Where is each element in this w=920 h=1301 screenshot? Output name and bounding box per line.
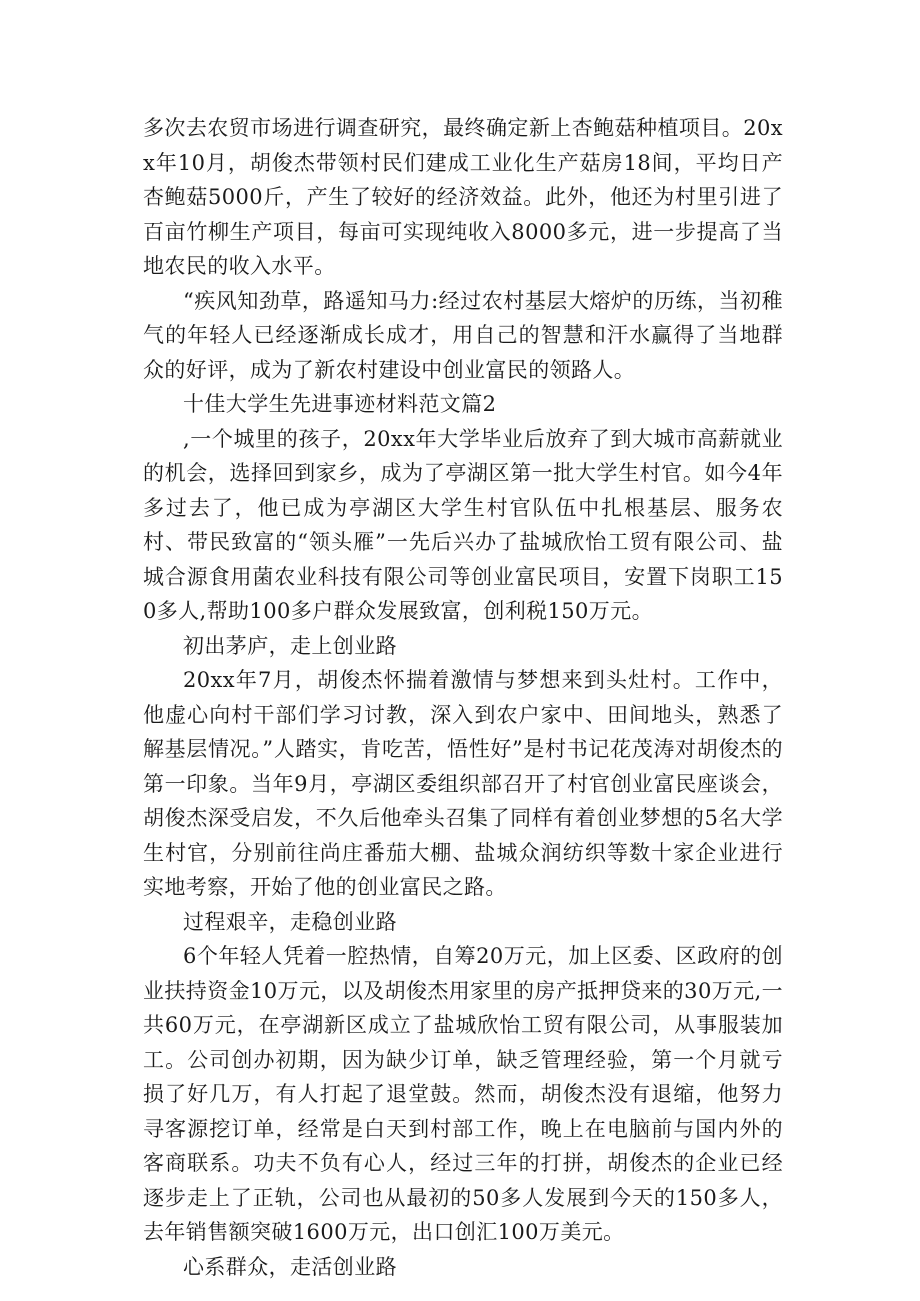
paragraph-introduction: ,一个城里的孩子，20xx年大学毕业后放弃了到大城市高薪就业的机会，选择回到家乡，成为了亭湖区第一批大学生村官。如今4年多过去了，他已成为亭湖区大学生村官队伍中扎根基层、服务农村、带民致富的“领头雁”一先后兴办了盐城欣怡工贸有限公司、盐城合源食用菌农业科技有限公司等创业富民项目，安置下岗职工150多人,帮助100多户群众发展致富，创利税150万元。 [143, 426, 783, 623]
subheading-care-for-people: 心系群众，走活创业路 [183, 1254, 397, 1279]
paragraph-hard-process: 6个年轻人凭着一腔热情，自筹20万元，加上区委、区政府的创业扶持资金10万元，以及胡俊杰用家里的房产抵押贷来的30万元,一共60万元，在亭湖新区成立了盐城欣怡工贸有限公司，从事服装加工。公司创办初期，因为缺少订单，缺乏管理经验，第一个月就亏损了好几万，有人打起了退堂鼓。然而，胡俊杰没有退缩，他努力寻客源挖订单，经常是白天到村部工作，晚上在电脑前与国内外的客商联系。功夫不负有心人，经过三年的打拼，胡俊杰的企业已经逐步走上了正轨，公司也从最初的50多人发展到今天的150多人，去年销售额突破1600万元，出口创汇100万美元。 [143, 944, 783, 1244]
subheading-hard-process: 过程艰辛，走稳创业路 [183, 909, 397, 934]
section-title-article-2: 十佳大学生先进事迹材料范文篇2 [183, 392, 497, 416]
subheading-first-steps: 初出茅庐，走上创业路 [183, 633, 397, 658]
paragraph-mushroom-project: 多次去农贸市场进行调查研究，最终确定新上杏鲍菇种植项目。20xx年10月，胡俊杰带领村民们建成工业化生产菇房18间，平均日产杏鲍菇5000斤，产生了较好的经济效益。此外，他还为村里引进了百亩竹柳生产项目，每亩可实现纯收入8000多元，进一步提高了当地农民的收入水平。 [143, 116, 783, 278]
paragraph-first-steps: 20xx年7月，胡俊杰怀揣着激情与梦想来到头灶村。工作中，他虚心向村干部们学习讨教，深入到农户家中、田间地头，熟悉了解基层情况。”人踏实，肯吃苦，悟性好”是村书记花茂涛对胡俊杰的第一印象。当年9月，亭湖区委组织部召开了村官创业富民座谈会，胡俊杰深受启发，不久后他牵头召集了同样有着创业梦想的5名大学生村官，分别前往尚庄番茄大棚、盐城众润纺织等数十家企业进行实地考察，开始了他的创业富民之路。 [143, 668, 783, 899]
paragraph-proverb: “疾风知劲草，路遥知马力:经过农村基层大熔炉的历练，当初稚气的年轻人已经逐渐成长成才，用自己的智慧和汗水赢得了当地群众的好评，成为了新农村建设中创业富民的领路人。 [143, 288, 783, 382]
document-body [143, 111, 783, 1284]
